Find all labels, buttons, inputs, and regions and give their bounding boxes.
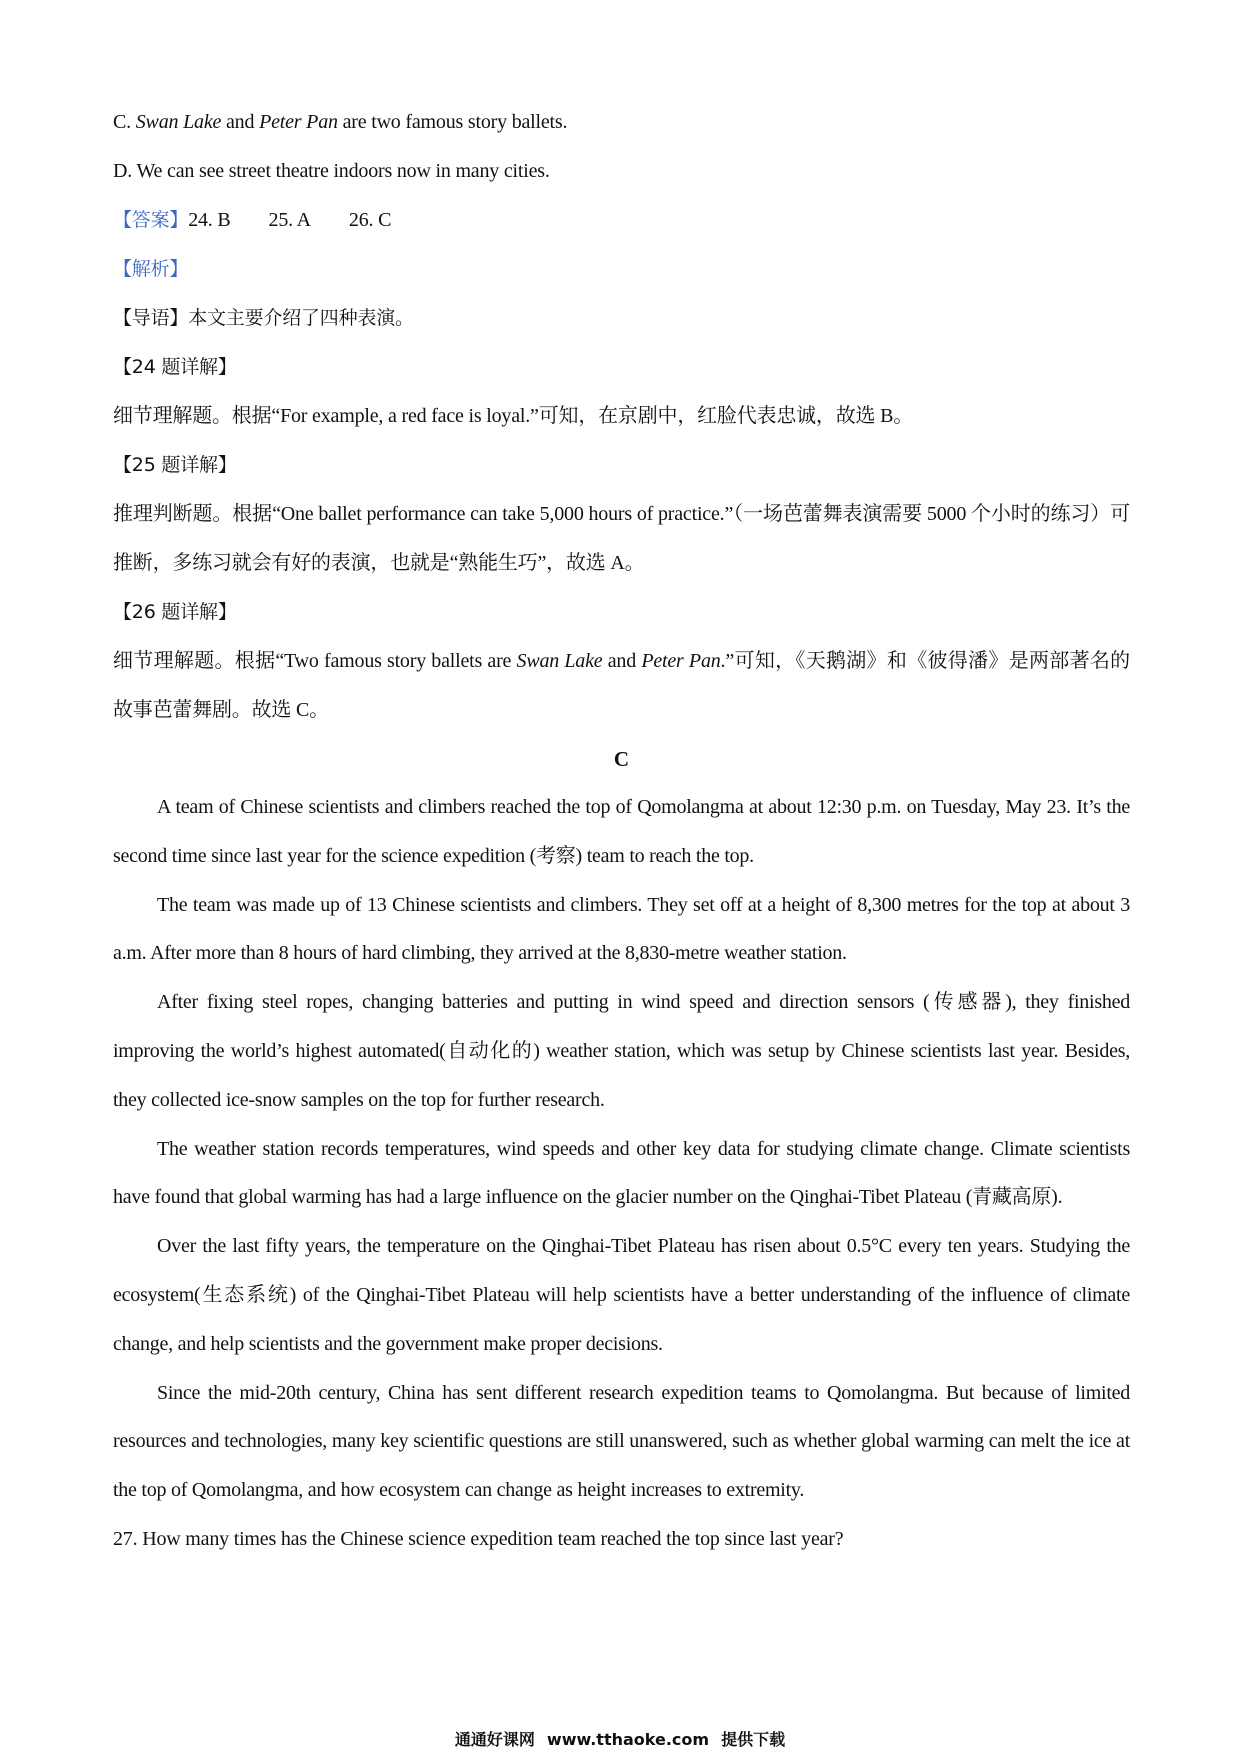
footer-note: 提供下载 [721,1730,786,1749]
q26-explanation: 细节理解题。根据“Two famous story ballets are Swan Lake and Peter Pan.”可知，《天鹅湖》和《彼得潘》是两部著名的故事芭蕾舞剧。故选 C。 [113,650,1130,721]
answer-label: 【答案】 [113,209,189,231]
title-swan-lake: Swan Lake [135,111,222,133]
document-page [113,98,1130,1564]
q25-heading: 【25 题详解】 [113,454,237,476]
option-d: D. We can see street theatre indoors now in many cities. [113,160,550,182]
section-title: C [613,747,630,771]
answer-24: 24. B [188,209,231,231]
passage-paragraph-6: Since the mid-20th century, China has sent different research expedition teams to Qomolangma. But because of limited resources and technologies, many key scientific questions are still unanswered, such as whether global warming can melt the ice at the top of Qomolangma, and how ecosystem can change as height increases to extremity. [113,1381,1130,1502]
analysis-label: 【解析】 [113,258,189,280]
title-peter-pan: Peter Pan [259,111,338,133]
analysis-heading [113,245,1130,294]
intro-text: 本文主要介绍了四种表演。 [188,307,414,329]
footer-url: www.tthaoke.com [546,1730,710,1749]
answer-26: 26. C [348,209,392,231]
answer-line [113,196,1130,245]
q25-explanation: 推理判断题。根据“One ballet performance can take 5,000 hours of practice.”（一场芭蕾舞表演需要 5000 个小时的练习）可推断，多练习就会有好的表演，也就是“熟能生巧”，故选 A。 [113,503,1130,574]
page-footer [0,1727,1240,1750]
passage-paragraph-2: The team was made up of 13 Chinese scientists and climbers. They set off at a height of 8,300 metres for the top at about 3 a.m. After more than 8 hours of hard climbing, they arrived at the 8,830-metre weather station. [113,893,1130,965]
footer-site-name: 通通好课网 [454,1730,535,1749]
question-27: 27. How many times has the Chinese science expedition team reached the top since last year? [113,1527,844,1550]
passage-paragraph-4: The weather station records temperatures, wind speeds and other key data for studying climate change. Climate scientists have found that global warming has had a large influence on the glacier number on the Qinghai-Tibet Plateau (青藏高原). [113,1137,1130,1209]
intro-line [113,294,1130,343]
q24-heading: 【24 题详解】 [113,356,237,378]
intro-label: 【导语】 [113,307,189,329]
option-c: C. Swan Lake and Peter Pan are two famous story ballets. [113,111,568,133]
passage-paragraph-5: Over the last fifty years, the temperature on the Qinghai-Tibet Plateau has risen about 0.5°C every ten years. Studying the ecosystem(生态系统) of the Qinghai-Tibet Plateau will help scientists have a better understanding of the influence of climate change, and help scientists and the government make proper decisions. [113,1235,1130,1355]
q26-heading: 【26 题详解】 [113,601,237,623]
answer-25: 25. A [268,209,311,231]
passage-paragraph-1: A team of Chinese scientists and climbers reached the top of Qomolangma at about 12:30 p.m. on Tuesday, May 23. It’s the second time since last year for the science expedition (考察) team to reach the top. [113,796,1130,867]
passage-paragraph-3: After fixing steel ropes, changing batteries and putting in wind speed and direction sensors (传感器), they finished improving the world’s highest automated(自动化的) weather station, which was setup by Chinese scientists last year. Besides, they collected ice-snow samples on the top for further research. [113,991,1130,1111]
q24-explanation: 细节理解题。根据“For example, a red face is loyal.”可知，在京剧中，红脸代表忠诚，故选 B。 [113,405,914,427]
